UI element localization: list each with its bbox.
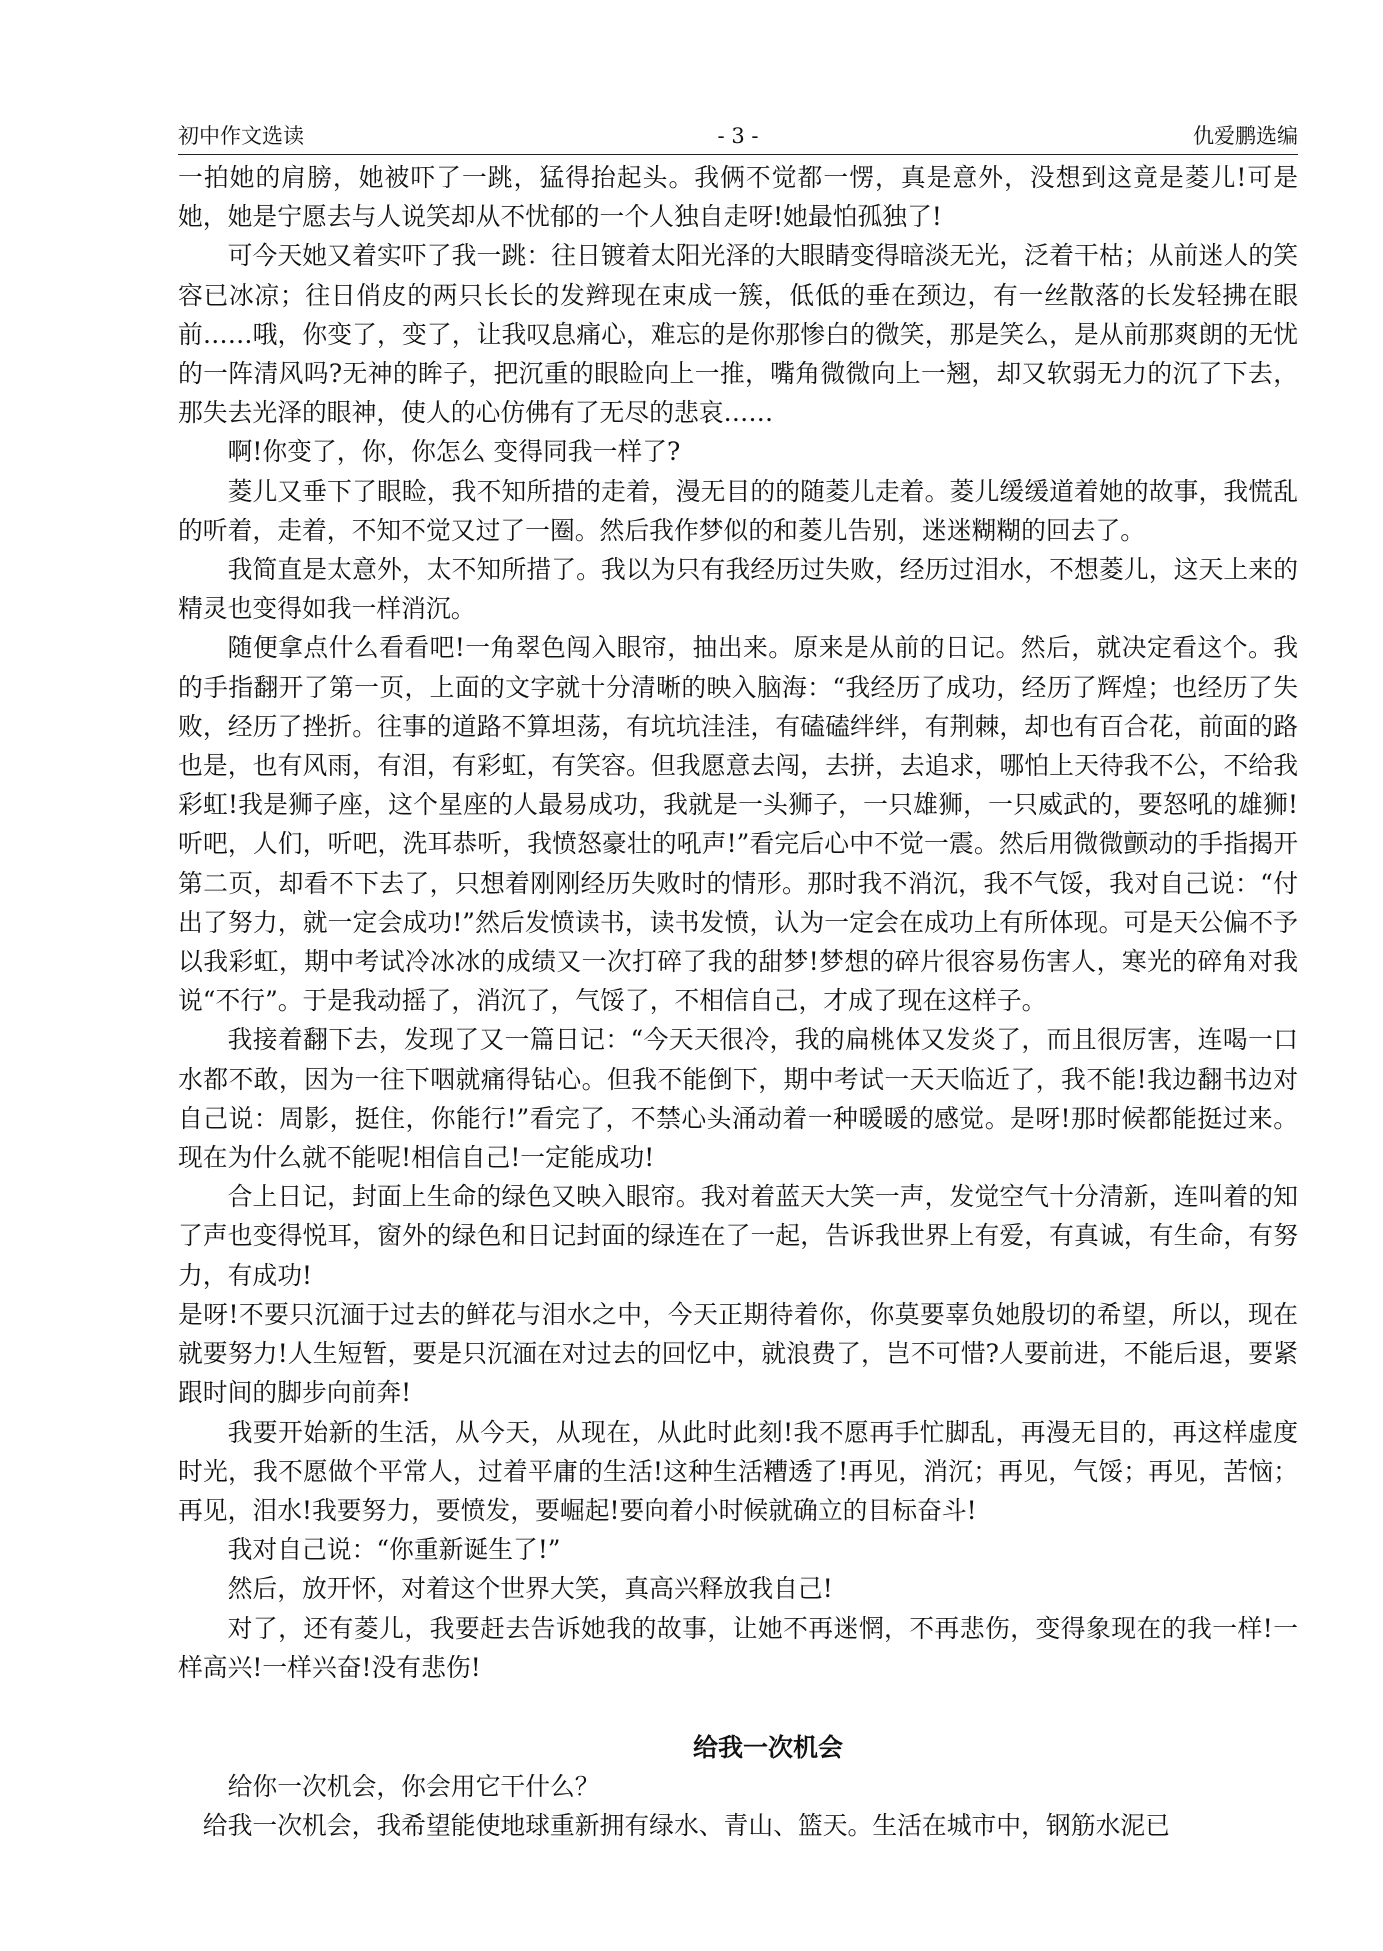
header-book-title: 初中作文选读 [178, 124, 304, 148]
paragraph: 给我一次机会，我希望能使地球重新拥有绿水、青山、篮天。生活在城市中，钢筋水泥已 [202, 1811, 1170, 1841]
section-spacer [178, 1687, 1298, 1728]
paragraph: 随便拿点什么看看吧!一角翠色闯入眼帘，抽出来。原来是从前的日记。然后，就决定看这个。我的手指翻开了第一页，上面的文字就十分清晰的映入脑海：“我经历了成功，经历了辉煌；也经历了失败，经历了挫折。往事的道路不算坦荡，有坑坑洼洼，有磕磕绊绊，有荆棘，却也有百合花，前面的路也是，也有风雨，有泪，有彩虹，有笑容。但我愿意去闯，去拼，去追求，哪怕上天待我不公，不给我彩虹!我是狮子座，这个星座的人最易成功，我就是一头狮子，一只雄狮，一只威武的，要怒吼的雄狮!听吧，人们，听吧，洗耳恭听，我愤怒豪壮的吼声!”看完后心中不觉一震。然后用微微颤动的手指揭开第二页，却看不下去了，只想着刚刚经历失败时的情形。那时我不消沉，我不气馁，我对自己说：“付出了努力，就一定会成功!”然后发愤读书，读书发愤，认为一定会在成功上有所体现。可是天公偏不予以我彩虹，期中考试冷冰冰的成绩又一次打碎了我的甜梦!梦想的碎片很容易伤害人，寒光的碎角对我说“不行”。于是我动摇了，消沉了，气馁了，不相信自己，才成了现在这样子。 [178, 633, 1298, 1016]
paragraph: 给你一次机会，你会用它干什么？ [227, 1772, 600, 1802]
paragraph: 合上日记，封面上生命的绿色又映入眼帘。我对着蓝天大笑一声，发觉空气十分清新，连叫着的知了声也变得悦耳，窗外的绿色和日记封面的绿连在了一起，告诉我世界上有爱，有真诚，有生命，有努力，有成功! [178, 1182, 1298, 1290]
paragraph: 菱儿又垂下了眼睑，我不知所措的走着，漫无目的的随菱儿走着。菱儿缓缓道着她的故事，我慌乱的听着，走着，不知不觉又过了一圈。然后我作梦似的和菱儿告别，迷迷糊糊的回去了。 [178, 476, 1298, 545]
paragraph: 我简直是太意外，太不知所措了。我以为只有我经历过失败，经历过泪水，不想菱儿，这天上来的精灵也变得如我一样消沉。 [178, 555, 1298, 624]
header-rule [178, 154, 1298, 155]
paragraph: 啊!你变了，你，你怎么 变得同我一样了? [227, 437, 681, 467]
paragraph: 我对自己说：“你重新诞生了!” [227, 1535, 561, 1565]
paragraph: 然后，放开怀，对着这个世界大笑，真高兴释放我自己! [227, 1574, 833, 1604]
section-title: 给我一次机会 [692, 1732, 843, 1762]
paragraph: 一拍她的肩膀，她被吓了一跳，猛得抬起头。我俩不觉都一愣，真是意外，没想到这竟是菱儿!可是她，她是宁愿去与人说笑却从不忧郁的一个人独自走呀!她最怕孤独了! [178, 163, 1298, 232]
paragraph: 是呀!不要只沉湎于过去的鲜花与泪水之中，今天正期待着你，你莫要辜负她殷切的希望，所以，现在就要努力!人生短暂，要是只沉湎在对过去的回忆中，就浪费了，岂不可惜?人要前进，不能后退，要紧跟时间的脚步向前奔! [178, 1299, 1298, 1408]
paragraph: 对了，还有菱儿，我要赶去告诉她我的故事，让她不再迷惘，不再悲伤，变得象现在的我一样!一样高兴!一样兴奋!没有悲伤! [178, 1613, 1298, 1682]
header-page-number: - 3 - [717, 124, 759, 148]
document-body [178, 158, 1298, 1846]
paragraph: 我要开始新的生活，从今天，从现在，从此时此刻!我不愿再手忙脚乱，再漫无目的，再这样虚度时光，我不愿做个平常人，过着平庸的生活!这种生活糟透了!再见，消沉；再见，气馁；再见，苦恼；再见，泪水!我要努力，要愤发，要崛起!要向着小时候就确立的目标奋斗! [178, 1417, 1298, 1525]
page-header [178, 120, 1298, 152]
paragraph: 我接着翻下去，发现了又一篇日记：“今天天很冷，我的扁桃体又发炎了，而且很厉害，连喝一口水都不敢，因为一往下咽就痛得钻心。但我不能倒下，期中考试一天天临近了，我不能!我边翻书边对自己说：周影，挺住，你能行!”看完了，不禁心头涌动着一种暖暖的感觉。是呀!那时候都能挺过来。现在为什么就不能呢!相信自己!一定能成功! [178, 1025, 1298, 1173]
header-editor: 仇爱鹏选编 [1193, 124, 1298, 148]
paragraph: 可今天她又着实吓了我一跳：往日镀着太阳光泽的大眼睛变得暗淡无光，泛着干枯；从前迷人的笑容已冰凉；往日俏皮的两只长长的发辫现在束成一簇，低低的垂在颈边，有一丝散落的长发轻拂在眼前……哦，你变了，变了，让我叹息痛心，难忘的是你那惨白的微笑，那是笑么，是从前那爽朗的无忧的一阵清风吗?无神的眸子，把沉重的眼睑向上一推，嘴角微微向上一翘，却又软弱无力的沉了下去，那失去光泽的眼神，使人的心仿佛有了无尽的悲哀…… [178, 241, 1298, 428]
